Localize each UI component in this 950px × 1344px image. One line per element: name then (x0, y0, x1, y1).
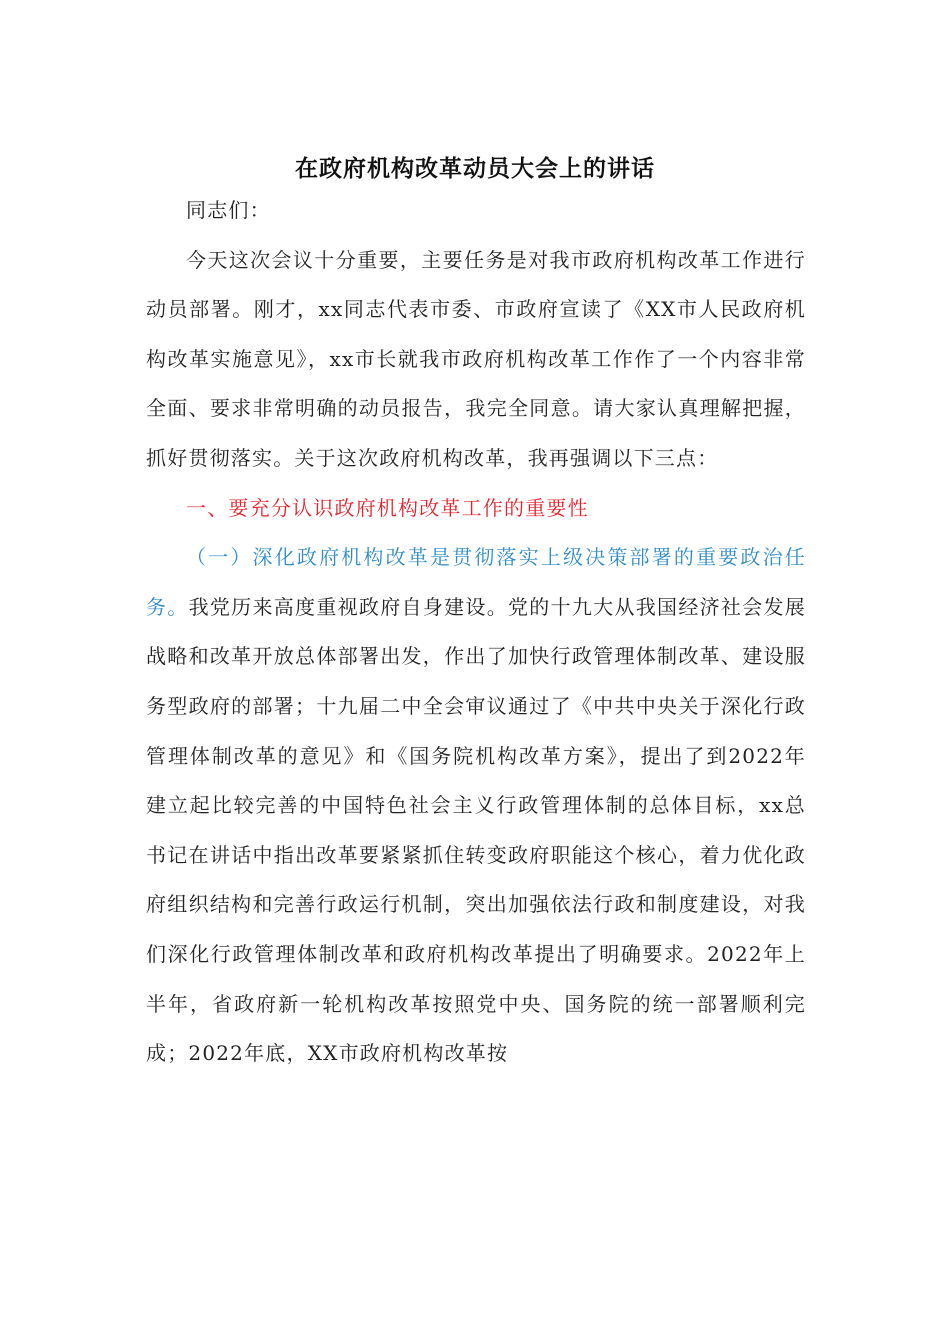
subsection-paragraph-1 (146, 533, 806, 1079)
intro-paragraph: 今天这次会议十分重要，主要任务是对我市政府机构改革工作进行动员部署。刚才，xx同志代表市委、市政府宣读了《XX市人民政府机构改革实施意见》，xx市长就我市政府机构改革工作作了一个内容非常全面、要求非常明确的动员报告，我完全同意。请大家认真理解把握，抓好贯彻落实。关于这次政府机构改革，我再强调以下三点： (146, 247, 806, 470)
document-title: 在政府机构改革动员大会上的讲话 (295, 155, 655, 182)
subsection-heading-1: （一）深化政府机构改革是贯彻落实上级决策部署的重要政治任务。 (146, 545, 806, 619)
salutation: 同志们： (186, 198, 271, 222)
subsection-body-1: 我党历来高度重视政府自身建设。党的十九大从我国经济社会发展战略和改革开放总体部署出发，作出了加快行政管理体制改革、建设服务型政府的部署；十九届二中全会审议通过了《中共中央关于深化行政管理体制改革的意见》和《国务院机构改革方案》，提出了到2022年建立起比较完善的中国特色社会主义行政管理体制的总体目标，xx总书记在讲话中指出改革要紧紧抓住转变政府职能这个核心，着力优化政府组织结构和完善行政运行机制，突出加强依法行政和制度建设，对我们深化行政管理体制改革和政府机构改革提出了明确要求。2022年上半年，省政府新一轮机构改革按照党中央、国务院的统一部署顺利完成；2022年底，XX市政府机构改革按 (146, 594, 806, 1066)
section-heading-1: 一、要充分认识政府机构改革工作的重要性 (186, 495, 589, 520)
document-body (146, 186, 806, 1079)
